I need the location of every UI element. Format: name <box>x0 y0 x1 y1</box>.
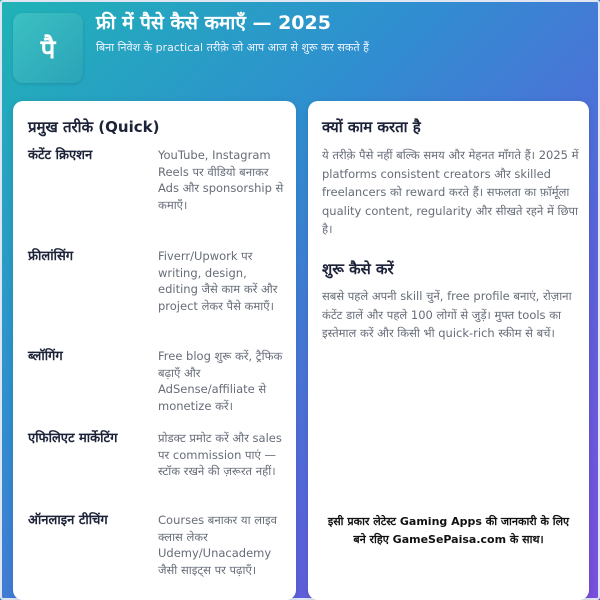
method-name-affiliate: एफिलिएट मार्केटिंग <box>28 431 118 446</box>
method-name-blogging: ब्लॉगिंग <box>28 349 63 364</box>
logo-letter: पै <box>40 35 56 65</box>
info-card <box>308 101 589 600</box>
page-subtitle: बिना निवेश के practical तरीक़े जो आप आज से शुरू कर सकते हैं <box>96 41 369 54</box>
promo-text: इसी प्रकार लेटेस्ट Gaming Apps की जानकारी के लिए बने रहिए GameSePaisa.com के साथ। <box>327 515 570 546</box>
method-desc-affiliate: प्रोडक्ट प्रमोट करें और sales पर commission पाएं — स्टॉक रखने की ज़रूरत नहीं। <box>158 431 282 478</box>
why-it-works-heading: क्यों काम करता है <box>322 118 421 136</box>
how-to-start-text: सबसे पहले अपनी skill चुनें, free profile बनाएं, रोज़ाना कंटेंट डालें और पहले 100 लोगों से जुड़ें। मुफ्त tools का इस्तेमाल करें और किसी भी quick-rich स्कीम से बचें। <box>322 289 572 340</box>
quick-methods-card <box>13 101 296 600</box>
method-desc-online-teaching: Courses बनाकर या लाइव क्लास लेकर Udemy/Unacademy जैसी साइट्स पर पढ़ाएँ। <box>158 513 278 577</box>
page-title: फ्री में पैसे कैसे कमाएँ — 2025 <box>96 12 331 34</box>
method-name-content-creation: कंटेंट क्रिएशन <box>28 148 93 163</box>
method-name-online-teaching: ऑनलाइन टीचिंग <box>28 513 108 528</box>
why-it-works-text: ये तरीक़े पैसे नहीं बल्कि समय और मेहनत माँगते हैं। 2025 में platforms consistent creators और skilled freelancers को reward करते हैं। सफलता का फ़ॉर्मूला quality content, regularity और सीखते रहने में छिपा है। <box>322 148 579 236</box>
quick-methods-heading: प्रमुख तरीके (Quick) <box>28 118 160 136</box>
method-desc-content-creation: YouTube, Instagram Reels पर वीडियो बनाकर Ads और sponsorship से कमाएँ। <box>158 148 284 212</box>
how-to-start-heading: शुरू कैसे करें <box>322 260 394 278</box>
logo-badge <box>13 13 83 83</box>
method-desc-freelancing: Fiverr/Upwork पर writing, design, editing जैसे काम करें और project लेकर पैसे कमाएँ। <box>158 249 278 313</box>
method-name-freelancing: फ्रीलांसिंग <box>28 249 74 264</box>
method-desc-blogging: Free blog शुरू करें, ट्रैफिक बढ़ाएँ और AdSense/affiliate से monetize करें। <box>158 349 283 413</box>
